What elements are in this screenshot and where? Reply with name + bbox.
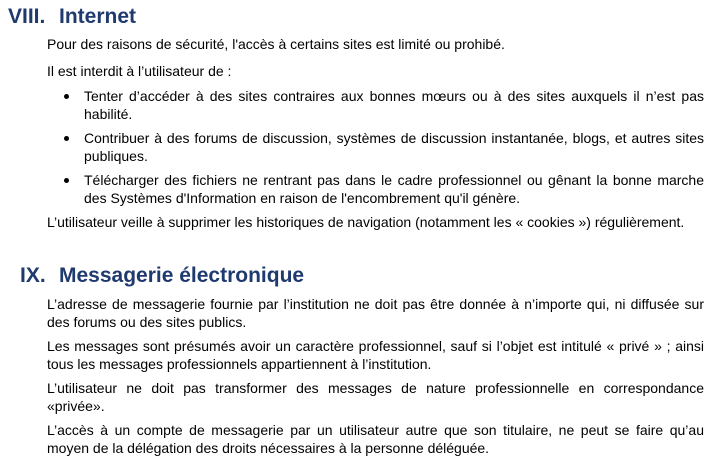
list-item <box>47 171 704 207</box>
list-item-text: Télécharger des fichiers ne rentrant pas dans le cadre professionnel ou gênant la bonne marche des Systèmes d'Information en raison de l'encombrement qu'il génère. <box>84 172 704 206</box>
section-heading-messagerie <box>20 264 304 288</box>
section-number: VIII. <box>8 5 46 28</box>
section-heading-internet <box>8 5 136 29</box>
list-item-text: Tenter d’accéder à des sites contraires aux bonnes mœurs ou à des sites auxquels il n’est pas habilité. <box>84 88 704 122</box>
section-number: IX. <box>20 264 46 287</box>
list-item <box>47 129 704 165</box>
paragraph-closing: L’utilisateur veille à supprimer les historiques de navigation (notamment les « cookies ») régulièrement. <box>47 214 685 230</box>
paragraph-professional: Les messages sont présumés avoir un caractère professionnel, sauf si l’objet est intitulé « privé » ; ainsi tous les messages professionnels appartiennent à l’institution. <box>47 338 704 372</box>
paragraph-address: L’adresse de messagerie fournie par l’institution ne doit pas être donnée à n’importe qui, ni diffusée sur des forums ou des sites publics. <box>47 296 704 330</box>
prohibition-list <box>47 87 704 213</box>
paragraph-lead: Il est interdit à l’utilisateur de : <box>47 63 232 79</box>
bullet-icon <box>64 94 69 99</box>
section-title: Internet <box>59 5 137 28</box>
section-title: Messagerie électronique <box>59 264 305 287</box>
paragraph-private: L’utilisateur ne doit pas transformer des messages de nature professionnelle en correspondance «privée». <box>47 380 704 414</box>
paragraph-intro: Pour des raisons de sécurité, l'accès à certains sites est limité ou prohibé. <box>47 36 505 52</box>
bullet-icon <box>64 178 69 183</box>
list-item <box>47 87 704 123</box>
paragraph-delegation: L’accès à un compte de messagerie par un utilisateur autre que son titulaire, ne peut se faire qu’au moyen de la délégation des droits nécessaires à la personne déléguée. <box>47 422 704 456</box>
list-item-text: Contribuer à des forums de discussion, systèmes de discussion instantanée, blogs, et autres sites publiques. <box>84 130 704 164</box>
bullet-icon <box>64 136 69 141</box>
